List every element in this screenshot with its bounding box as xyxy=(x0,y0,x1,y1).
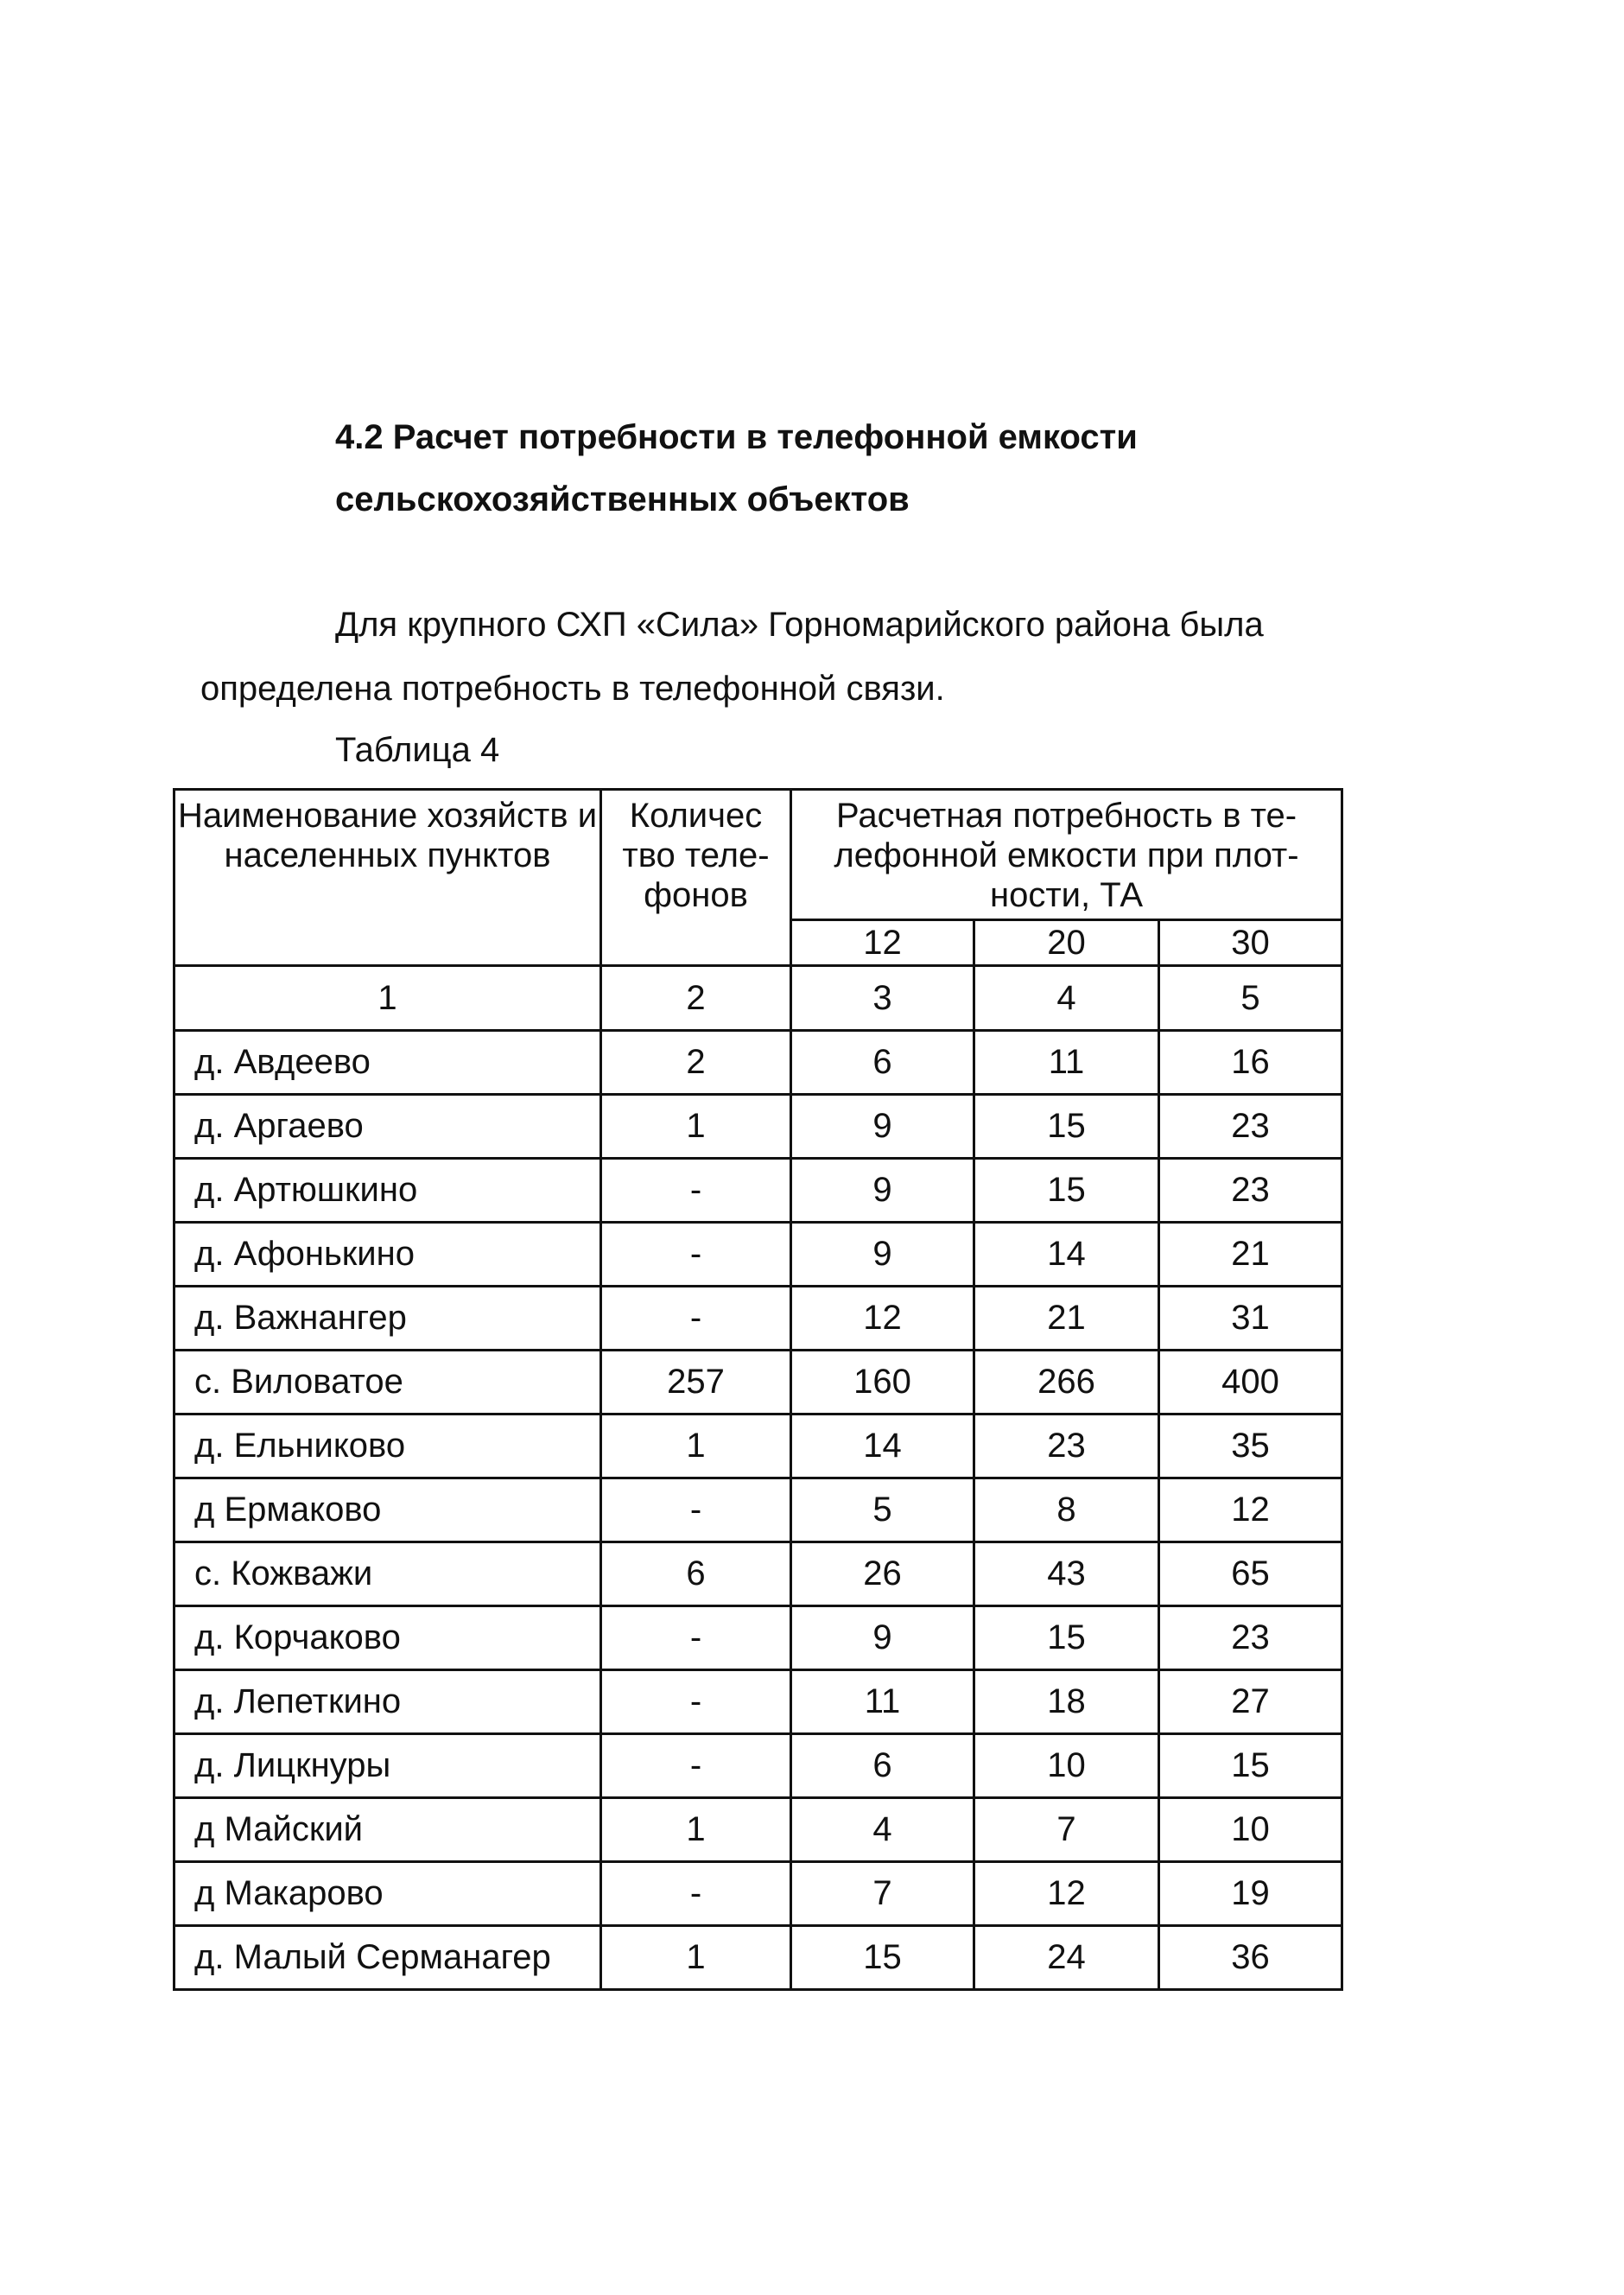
settlement-name: с. Виловатое xyxy=(174,1351,601,1415)
demand-density-12: 9 xyxy=(791,1223,974,1287)
section-heading xyxy=(335,406,1458,531)
header-density-20: 20 xyxy=(974,920,1159,966)
demand-density-12: 6 xyxy=(791,1734,974,1798)
column-number: 5 xyxy=(1159,966,1342,1031)
phone-count: 1 xyxy=(601,1415,791,1478)
phone-count: 2 xyxy=(601,1031,791,1095)
section-heading-line-2: сельскохозяйственных объектов xyxy=(335,480,910,518)
intro-paragraph xyxy=(200,593,1341,721)
demand-density-20: 24 xyxy=(974,1926,1159,1990)
settlement-name: д. Артюшкино xyxy=(174,1159,601,1223)
settlement-name: д. Малый Серманагер xyxy=(174,1926,601,1990)
demand-density-30: 31 xyxy=(1159,1287,1342,1351)
intro-line-1: Для крупного СХП «Сила» Горномарийского района была xyxy=(335,606,1264,644)
phone-count: 257 xyxy=(601,1351,791,1415)
header-phone-count: Количес тво теле- фонов xyxy=(601,790,791,966)
demand-density-30: 400 xyxy=(1159,1351,1342,1415)
demand-density-12: 5 xyxy=(791,1478,974,1542)
phone-count: - xyxy=(601,1159,791,1223)
demand-density-12: 160 xyxy=(791,1351,974,1415)
settlement-name: д Макарово xyxy=(174,1862,601,1926)
column-number: 1 xyxy=(174,966,601,1031)
demand-density-12: 6 xyxy=(791,1031,974,1095)
phone-count: - xyxy=(601,1734,791,1798)
demand-density-30: 35 xyxy=(1159,1415,1342,1478)
phone-count: - xyxy=(601,1287,791,1351)
phone-count: - xyxy=(601,1862,791,1926)
demand-density-30: 27 xyxy=(1159,1670,1342,1734)
demand-density-20: 8 xyxy=(974,1478,1159,1542)
demand-density-12: 26 xyxy=(791,1542,974,1606)
settlement-name: д. Лепеткино xyxy=(174,1670,601,1734)
settlement-name: д. Ельниково xyxy=(174,1415,601,1478)
settlement-name: д. Корчаково xyxy=(174,1606,601,1670)
table-row xyxy=(174,1159,1342,1223)
column-number: 2 xyxy=(601,966,791,1031)
demand-density-20: 14 xyxy=(974,1223,1159,1287)
settlement-name: д. Лицкнуры xyxy=(174,1734,601,1798)
table-row xyxy=(174,1606,1342,1670)
phone-count: - xyxy=(601,1670,791,1734)
demand-density-20: 7 xyxy=(974,1798,1159,1862)
table-caption: Таблица 4 xyxy=(335,731,500,769)
demand-density-30: 16 xyxy=(1159,1031,1342,1095)
table-row xyxy=(174,1542,1342,1606)
demand-density-30: 23 xyxy=(1159,1606,1342,1670)
demand-density-30: 23 xyxy=(1159,1095,1342,1159)
phone-count: 1 xyxy=(601,1926,791,1990)
table-row xyxy=(174,1415,1342,1478)
header-density-30: 30 xyxy=(1159,920,1342,966)
phone-count: 1 xyxy=(601,1095,791,1159)
phone-count: - xyxy=(601,1606,791,1670)
demand-density-20: 18 xyxy=(974,1670,1159,1734)
demand-density-12: 9 xyxy=(791,1159,974,1223)
table-row xyxy=(174,1926,1342,1990)
header-density-12: 12 xyxy=(791,920,974,966)
table-row xyxy=(174,1223,1342,1287)
header-estimated-demand: Расчетная потребность в те- лефонной емкости при плот- ности, ТА xyxy=(791,790,1342,920)
table-row xyxy=(174,1862,1342,1926)
demand-density-30: 15 xyxy=(1159,1734,1342,1798)
table-row xyxy=(174,1670,1342,1734)
telephone-capacity-table xyxy=(173,788,1343,1991)
demand-density-30: 19 xyxy=(1159,1862,1342,1926)
phone-count: 1 xyxy=(601,1798,791,1862)
demand-density-30: 12 xyxy=(1159,1478,1342,1542)
demand-density-20: 11 xyxy=(974,1031,1159,1095)
demand-density-20: 12 xyxy=(974,1862,1159,1926)
demand-density-20: 23 xyxy=(974,1415,1159,1478)
demand-density-12: 15 xyxy=(791,1926,974,1990)
demand-density-20: 43 xyxy=(974,1542,1159,1606)
demand-density-30: 36 xyxy=(1159,1926,1342,1990)
demand-density-12: 11 xyxy=(791,1670,974,1734)
section-heading-line-1: 4.2 Расчет потребности в телефонной емкости xyxy=(335,418,1138,456)
demand-density-12: 4 xyxy=(791,1798,974,1862)
settlement-name: д. Важнангер xyxy=(174,1287,601,1351)
demand-density-30: 23 xyxy=(1159,1159,1342,1223)
intro-line-2: определена потребность в телефонной связи. xyxy=(200,670,945,708)
table-row xyxy=(174,1351,1342,1415)
demand-density-30: 65 xyxy=(1159,1542,1342,1606)
phone-count: 6 xyxy=(601,1542,791,1606)
demand-density-20: 21 xyxy=(974,1287,1159,1351)
column-number-row xyxy=(174,966,1342,1031)
column-number: 3 xyxy=(791,966,974,1031)
table-header-row xyxy=(174,790,1342,920)
settlement-name: д. Авдеево xyxy=(174,1031,601,1095)
demand-density-20: 15 xyxy=(974,1606,1159,1670)
table-row xyxy=(174,1095,1342,1159)
phone-count: - xyxy=(601,1478,791,1542)
header-name: Наименование хозяйств и населенных пунктов xyxy=(174,790,601,966)
table-row xyxy=(174,1031,1342,1095)
table-row xyxy=(174,1478,1342,1542)
settlement-name: с. Кожважи xyxy=(174,1542,601,1606)
settlement-name: д Ермаково xyxy=(174,1478,601,1542)
table-row xyxy=(174,1798,1342,1862)
demand-density-30: 21 xyxy=(1159,1223,1342,1287)
settlement-name: д. Афонькино xyxy=(174,1223,601,1287)
demand-density-12: 14 xyxy=(791,1415,974,1478)
demand-density-12: 9 xyxy=(791,1606,974,1670)
table-row xyxy=(174,1287,1342,1351)
phone-count: - xyxy=(601,1223,791,1287)
demand-density-20: 15 xyxy=(974,1095,1159,1159)
settlement-name: д. Аргаево xyxy=(174,1095,601,1159)
demand-density-20: 15 xyxy=(974,1159,1159,1223)
demand-density-30: 10 xyxy=(1159,1798,1342,1862)
table-row xyxy=(174,1734,1342,1798)
settlement-name: д Майский xyxy=(174,1798,601,1862)
demand-density-20: 10 xyxy=(974,1734,1159,1798)
column-number: 4 xyxy=(974,966,1159,1031)
demand-density-12: 12 xyxy=(791,1287,974,1351)
demand-density-20: 266 xyxy=(974,1351,1159,1415)
demand-density-12: 7 xyxy=(791,1862,974,1926)
demand-density-12: 9 xyxy=(791,1095,974,1159)
